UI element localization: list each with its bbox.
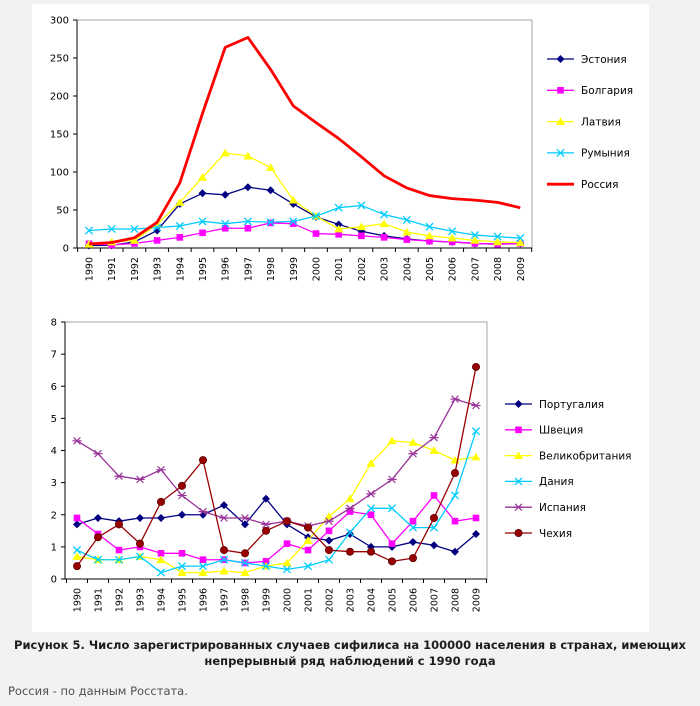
circle-marker xyxy=(304,524,311,531)
star-marker xyxy=(366,490,375,497)
legend-label: Чехия xyxy=(539,527,573,540)
legend-label: Латвия xyxy=(581,116,621,129)
square-marker xyxy=(515,427,522,434)
x-axis-label: 2003 xyxy=(345,588,357,613)
x-marker xyxy=(472,428,479,435)
x-axis-label: 1994 xyxy=(156,588,168,613)
square-marker xyxy=(284,540,291,547)
legend-item xyxy=(505,502,586,514)
star-marker xyxy=(261,521,270,528)
circle-marker xyxy=(262,527,269,534)
circle-marker xyxy=(220,546,227,553)
series-line xyxy=(89,187,520,245)
x-axis-label: 2009 xyxy=(515,257,527,282)
triangle-marker xyxy=(266,163,275,171)
x-axis-label: 1991 xyxy=(107,257,119,282)
y-axis-label: 2 xyxy=(50,510,57,522)
legend-item xyxy=(547,148,630,160)
series-Испания xyxy=(72,396,480,530)
series-line xyxy=(89,37,520,243)
legend-label: Испания xyxy=(539,502,586,514)
x-axis-label: 1995 xyxy=(177,588,189,613)
x-axis-label: 1996 xyxy=(220,257,232,282)
square-marker xyxy=(199,230,206,237)
series-Эстония xyxy=(85,183,524,249)
circle-marker xyxy=(409,555,416,562)
x-axis-label: 1991 xyxy=(93,588,105,613)
legend-label: Россия xyxy=(581,179,619,191)
legend-item xyxy=(505,450,632,462)
x-axis-label: 1990 xyxy=(72,588,84,613)
circle-marker xyxy=(388,558,395,565)
bottom-chart xyxy=(32,312,652,636)
x-axis-label: 2002 xyxy=(324,588,336,613)
y-axis xyxy=(51,318,65,586)
x-axis-label: 1993 xyxy=(152,257,164,282)
x-axis-label: 2005 xyxy=(425,257,436,282)
triangle-marker xyxy=(402,228,411,236)
x-axis-label: 2006 xyxy=(447,257,459,282)
square-marker xyxy=(116,547,123,554)
x-axis-label: 1998 xyxy=(266,257,278,282)
legend-item xyxy=(547,54,627,66)
y-axis-label: 50 xyxy=(56,205,69,217)
star-marker xyxy=(156,466,165,473)
y-axis-label: 250 xyxy=(49,53,69,65)
legend-item xyxy=(505,425,583,437)
y-axis-label: 150 xyxy=(49,129,69,141)
figure-footnote: Россия - по данным Росстата. xyxy=(8,684,188,698)
circle-marker xyxy=(515,529,522,536)
circle-marker xyxy=(325,546,332,553)
legend-item xyxy=(547,116,621,128)
x-axis-label: 1998 xyxy=(240,588,252,613)
star-marker xyxy=(450,396,459,403)
square-marker xyxy=(326,528,333,535)
circle-marker xyxy=(430,514,437,521)
square-marker xyxy=(313,230,320,237)
y-axis-label: 6 xyxy=(50,381,57,393)
square-marker xyxy=(452,518,459,525)
x-axis-label: 2000 xyxy=(282,588,294,613)
x-axis-label: 2008 xyxy=(493,257,505,282)
series-line xyxy=(77,399,476,526)
caption-line-2: непрерывный ряд наблюдений с 1990 года xyxy=(204,653,496,668)
legend-item xyxy=(547,179,618,191)
y-axis-label: 8 xyxy=(50,317,57,329)
star-marker xyxy=(514,504,523,511)
star-marker xyxy=(219,515,228,522)
legend-label: Болгария xyxy=(581,85,634,98)
legend-item xyxy=(505,476,574,488)
circle-marker xyxy=(136,540,143,547)
series-Швеция xyxy=(74,492,480,566)
circle-marker xyxy=(199,457,206,464)
circle-marker xyxy=(115,521,122,528)
x-axis-label: 1995 xyxy=(198,257,209,282)
y-axis-label: 200 xyxy=(49,91,69,103)
x-axis-label: 2000 xyxy=(311,257,323,282)
legend-item xyxy=(505,399,604,411)
y-axis-label: 7 xyxy=(50,349,57,361)
x-axis-label: 1990 xyxy=(84,257,96,282)
x-axis xyxy=(67,579,487,612)
star-marker xyxy=(72,437,81,444)
diamond-marker xyxy=(244,183,252,191)
y-axis-label: 100 xyxy=(49,167,69,179)
legend-label: Португалия xyxy=(539,398,605,411)
star-marker xyxy=(93,450,102,457)
x-axis-label: 1997 xyxy=(219,588,231,613)
x-axis-label: 2007 xyxy=(429,588,441,613)
top-chart xyxy=(32,4,652,312)
diamond-marker xyxy=(199,189,207,197)
legend-label: Швеция xyxy=(539,424,584,437)
figure-caption xyxy=(0,638,700,669)
diamond-marker xyxy=(515,400,523,408)
x-marker xyxy=(325,556,332,563)
x-axis-label: 2005 xyxy=(387,588,399,613)
x-marker xyxy=(157,569,164,576)
square-marker xyxy=(368,511,375,518)
legend-label: Дания xyxy=(539,476,574,489)
diamond-marker xyxy=(94,514,102,522)
star-marker xyxy=(114,473,123,480)
star-marker xyxy=(135,476,144,483)
series-line xyxy=(77,367,476,566)
x-axis-label: 1993 xyxy=(135,588,147,613)
diamond-marker xyxy=(221,191,229,199)
legend-label: Эстония xyxy=(581,53,627,66)
square-marker xyxy=(179,550,186,557)
series-Чехия xyxy=(73,363,479,569)
square-marker xyxy=(154,237,161,244)
square-marker xyxy=(245,225,252,232)
diamond-marker xyxy=(267,186,275,194)
star-marker xyxy=(387,476,396,483)
circle-marker xyxy=(157,498,164,505)
series-Великобритания xyxy=(72,437,480,576)
diamond-marker xyxy=(409,538,417,546)
x-axis-label: 1999 xyxy=(261,588,273,613)
circle-marker xyxy=(73,563,80,570)
x-axis-label: 2001 xyxy=(303,588,315,613)
y-axis-label: 5 xyxy=(50,413,57,425)
square-marker xyxy=(305,547,312,554)
y-axis xyxy=(50,16,77,255)
x-axis-label: 2001 xyxy=(334,257,346,282)
star-marker xyxy=(429,434,438,441)
x-marker xyxy=(451,492,458,499)
star-marker xyxy=(240,515,249,522)
diamond-marker xyxy=(430,541,438,549)
square-marker xyxy=(473,515,480,522)
diamond-marker xyxy=(136,514,144,522)
square-marker xyxy=(74,515,81,522)
x-axis-label: 2006 xyxy=(408,588,420,613)
circle-marker xyxy=(178,482,185,489)
triangle-marker xyxy=(345,494,354,502)
x-axis-label: 2007 xyxy=(470,257,482,282)
x-axis-label: 1996 xyxy=(198,588,210,613)
circle-marker xyxy=(94,534,101,541)
triangle-marker xyxy=(221,149,230,157)
circle-marker xyxy=(346,548,353,555)
y-axis-label: 4 xyxy=(50,446,57,457)
plot-border xyxy=(65,322,487,579)
x-axis-label: 1992 xyxy=(114,588,126,613)
legend xyxy=(505,399,632,540)
x-axis-label: 1997 xyxy=(243,257,255,282)
diamond-marker xyxy=(157,514,165,522)
circle-marker xyxy=(241,550,248,557)
square-marker xyxy=(381,234,388,241)
star-marker xyxy=(177,492,186,499)
x-axis-label: 2003 xyxy=(379,257,391,282)
plot-border xyxy=(77,20,532,248)
y-axis-label: 0 xyxy=(50,574,57,586)
legend-item xyxy=(547,85,633,97)
x-axis-label: 2008 xyxy=(450,588,462,613)
y-axis-label: 1 xyxy=(50,542,57,554)
series-Россия xyxy=(89,37,520,243)
circle-marker xyxy=(472,363,479,370)
square-marker xyxy=(404,236,411,243)
triangle-marker xyxy=(380,219,389,227)
triangle-marker xyxy=(289,196,298,204)
triangle-marker xyxy=(471,453,480,461)
legend xyxy=(547,54,633,191)
square-marker xyxy=(200,556,207,563)
legend-item xyxy=(505,528,572,540)
square-marker xyxy=(389,540,396,547)
x-axis-label: 1994 xyxy=(175,257,187,282)
square-marker xyxy=(410,518,417,525)
diamond-marker xyxy=(73,520,81,528)
x-axis-label: 1999 xyxy=(288,257,300,282)
x-axis xyxy=(78,248,532,281)
y-axis-label: 300 xyxy=(49,15,69,27)
x-axis-label: 1992 xyxy=(129,257,141,282)
star-marker xyxy=(408,450,417,457)
diamond-marker xyxy=(325,536,333,544)
legend-label: Румыния xyxy=(581,147,630,160)
diamond-marker xyxy=(557,55,565,63)
square-marker xyxy=(557,87,564,94)
circle-marker xyxy=(451,469,458,476)
legend-label: Великобритания xyxy=(539,450,632,463)
caption-line-1: Рисунок 5. Число зарегистрированных случаев сифилиса на 100000 населения в странах, имеющих xyxy=(14,638,686,652)
square-marker xyxy=(431,492,438,499)
triangle-marker xyxy=(429,446,438,454)
square-marker xyxy=(177,234,184,241)
square-marker xyxy=(358,233,365,240)
x-axis-label: 2009 xyxy=(471,588,483,613)
diamond-marker xyxy=(178,511,186,519)
x-axis-label: 2004 xyxy=(402,257,414,282)
x-axis-label: 2004 xyxy=(366,588,378,613)
x-axis-label: 2002 xyxy=(356,257,368,282)
y-axis-label: 0 xyxy=(62,243,69,255)
circle-marker xyxy=(283,518,290,525)
star-marker xyxy=(471,402,480,409)
circle-marker xyxy=(367,548,374,555)
y-axis-label: 3 xyxy=(50,478,57,490)
